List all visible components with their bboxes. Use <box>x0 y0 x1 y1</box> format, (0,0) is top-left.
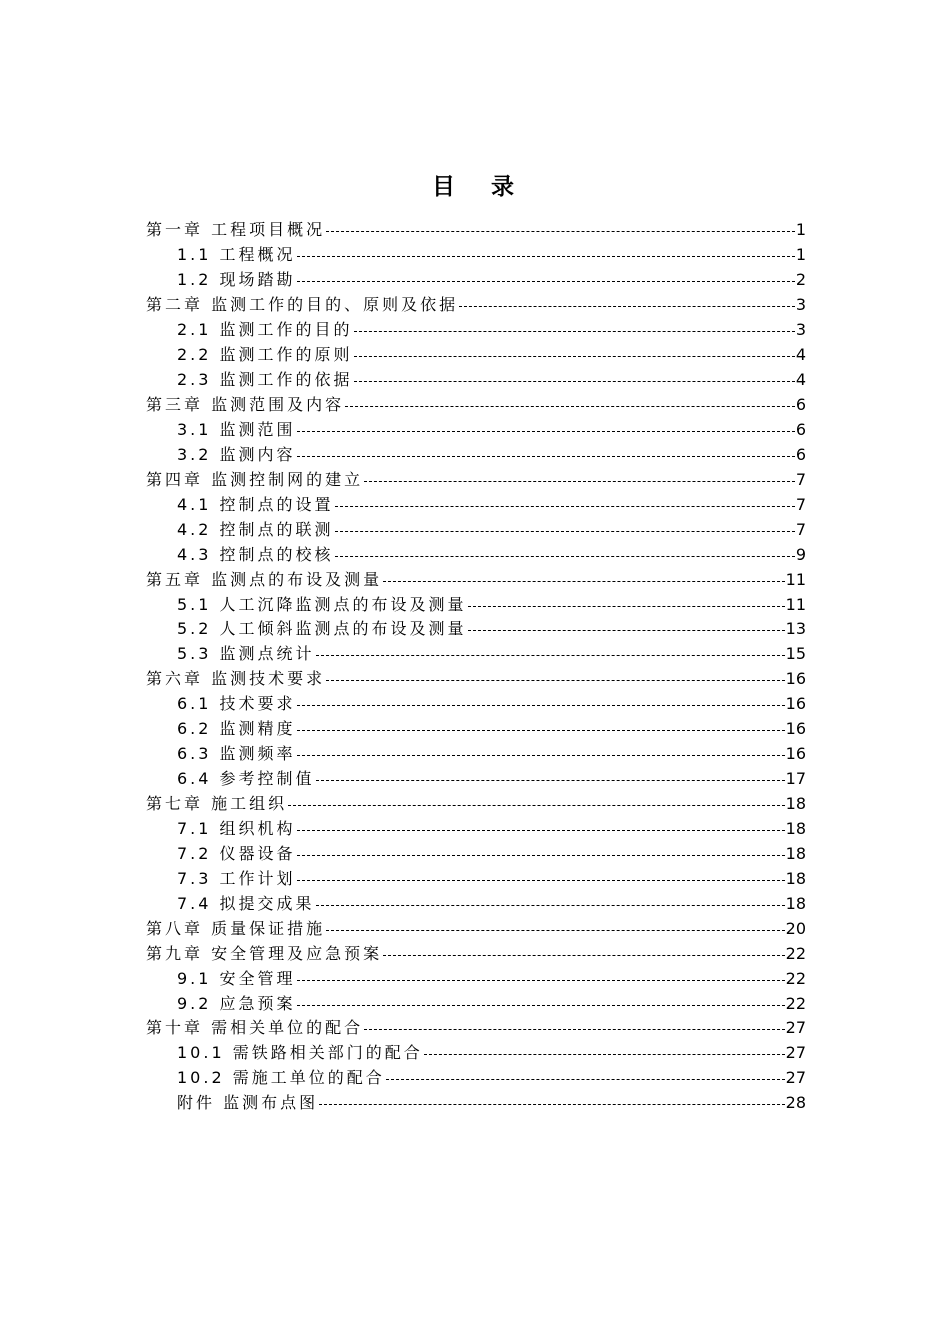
entry-page-number: 11 <box>785 594 806 614</box>
entry-title: 10.1 需铁路相关部门的配合 <box>177 1043 423 1063</box>
toc-section-entry <box>146 642 806 667</box>
entry-title: 4.3 控制点的校核 <box>177 544 334 564</box>
entry-title: 7.3 工作计划 <box>177 868 296 888</box>
toc-section-entry <box>146 318 806 343</box>
toc-section-entry <box>146 592 806 617</box>
toc-section-entry <box>146 442 806 467</box>
dot-leader <box>354 380 795 382</box>
dot-leader <box>297 280 795 282</box>
entry-title: 7.4 拟提交成果 <box>177 893 315 913</box>
toc-chapter-entry <box>146 218 806 243</box>
entry-page-number: 27 <box>785 1068 806 1088</box>
entry-page-number: 18 <box>785 843 806 863</box>
entry-title: 2.1 监测工作的目的 <box>177 320 353 340</box>
entry-page-number: 1 <box>795 245 806 265</box>
dot-leader <box>319 1103 785 1105</box>
dot-leader <box>335 555 795 557</box>
entry-page-number: 6 <box>795 419 806 439</box>
entry-page-number: 17 <box>785 769 806 789</box>
dot-leader <box>335 530 795 532</box>
entry-page-number: 18 <box>785 893 806 913</box>
toc-section-entry <box>146 268 806 293</box>
dot-leader <box>383 954 785 956</box>
dot-leader <box>468 629 785 631</box>
toc-section-entry <box>146 717 806 742</box>
entry-page-number: 22 <box>785 968 806 988</box>
entry-title: 第四章 监测控制网的建立 <box>146 469 364 489</box>
entry-page-number: 9 <box>795 544 806 564</box>
dot-leader <box>345 405 795 407</box>
dot-leader <box>354 330 795 332</box>
entry-page-number: 7 <box>795 494 806 514</box>
entry-title: 6.3 监测频率 <box>177 744 296 764</box>
dot-leader <box>297 455 795 457</box>
entry-page-number: 27 <box>785 1018 806 1038</box>
entry-title: 2.3 监测工作的依据 <box>177 370 353 390</box>
entry-title: 1.1 工程概况 <box>177 245 296 265</box>
toc-section-entry <box>146 742 806 767</box>
dot-leader <box>297 754 785 756</box>
entry-title: 4.2 控制点的联测 <box>177 519 334 539</box>
entry-title: 第二章 监测工作的目的、原则及依据 <box>146 295 459 315</box>
entry-page-number: 22 <box>785 993 806 1013</box>
dot-leader <box>383 580 785 582</box>
dot-leader <box>297 829 785 831</box>
toc-chapter-entry <box>146 467 806 492</box>
entry-page-number: 1 <box>795 220 806 240</box>
toc-list <box>146 218 806 1116</box>
entry-page-number: 4 <box>795 370 806 390</box>
entry-title: 第十章 需相关单位的配合 <box>146 1018 364 1038</box>
toc-section-entry <box>146 418 806 443</box>
entry-page-number: 16 <box>785 669 806 689</box>
entry-title: 6.4 参考控制值 <box>177 769 315 789</box>
entry-title: 第六章 监测技术要求 <box>146 669 326 689</box>
toc-section-entry <box>146 492 806 517</box>
entry-page-number: 7 <box>795 469 806 489</box>
entry-title: 5.2 人工倾斜监测点的布设及测量 <box>177 619 467 639</box>
entry-title: 1.2 现场踏勘 <box>177 270 296 290</box>
entry-page-number: 27 <box>785 1043 806 1063</box>
toc-title: 目 录 <box>431 174 528 200</box>
dot-leader <box>326 929 785 931</box>
entry-title: 9.2 应急预案 <box>177 993 296 1013</box>
dot-leader <box>468 605 785 607</box>
toc-section-entry <box>146 841 806 866</box>
entry-page-number: 13 <box>785 619 806 639</box>
dot-leader <box>316 904 785 906</box>
toc-section-entry <box>146 767 806 792</box>
toc-section-entry <box>146 343 806 368</box>
entry-title: 第八章 质量保证措施 <box>146 918 326 938</box>
dot-leader <box>354 355 795 357</box>
toc-section-entry <box>146 692 806 717</box>
entry-page-number: 2 <box>795 270 806 290</box>
entry-title: 5.1 人工沉降监测点的布设及测量 <box>177 594 467 614</box>
toc-section-entry <box>146 866 806 891</box>
entry-page-number: 16 <box>785 694 806 714</box>
entry-page-number: 18 <box>785 794 806 814</box>
toc-section-entry <box>146 991 806 1016</box>
entry-title: 第五章 监测点的布设及测量 <box>146 569 383 589</box>
dot-leader <box>297 879 785 881</box>
entry-title: 7.1 组织机构 <box>177 818 296 838</box>
toc-section-entry <box>146 368 806 393</box>
dot-leader <box>316 654 785 656</box>
entry-title: 附件 监测布点图 <box>177 1093 319 1113</box>
toc-section-entry <box>146 1066 806 1091</box>
dot-leader <box>297 430 795 432</box>
entry-page-number: 3 <box>795 320 806 340</box>
toc-section-entry <box>146 891 806 916</box>
entry-page-number: 4 <box>795 345 806 365</box>
entry-title: 7.2 仪器设备 <box>177 843 296 863</box>
entry-title: 第一章 工程项目概况 <box>146 220 326 240</box>
dot-leader <box>386 1078 785 1080</box>
toc-chapter-entry <box>146 667 806 692</box>
entry-title: 4.1 控制点的设置 <box>177 494 334 514</box>
dot-leader <box>326 230 795 232</box>
toc-section-entry <box>146 966 806 991</box>
entry-title: 3.2 监测内容 <box>177 444 296 464</box>
toc-chapter-entry <box>146 941 806 966</box>
entry-page-number: 20 <box>785 918 806 938</box>
entry-title: 第七章 施工组织 <box>146 794 288 814</box>
dot-leader <box>297 1004 785 1006</box>
toc-section-entry <box>146 243 806 268</box>
toc-section-entry <box>146 817 806 842</box>
entry-title: 6.1 技术要求 <box>177 694 296 714</box>
dot-leader <box>297 979 785 981</box>
entry-page-number: 28 <box>785 1093 806 1113</box>
dot-leader <box>316 779 785 781</box>
entry-page-number: 6 <box>795 444 806 464</box>
entry-page-number: 3 <box>795 295 806 315</box>
entry-page-number: 11 <box>785 569 806 589</box>
entry-page-number: 15 <box>785 644 806 664</box>
dot-leader <box>297 729 785 731</box>
toc-section-entry <box>146 517 806 542</box>
entry-page-number: 16 <box>785 744 806 764</box>
entry-title: 第三章 监测范围及内容 <box>146 395 345 415</box>
entry-title: 第九章 安全管理及应急预案 <box>146 943 383 963</box>
toc-section-entry <box>146 542 806 567</box>
toc-section-entry <box>146 1091 806 1116</box>
dot-leader <box>297 255 795 257</box>
entry-title: 3.1 监测范围 <box>177 419 296 439</box>
dot-leader <box>364 1028 785 1030</box>
toc-chapter-entry <box>146 567 806 592</box>
entry-page-number: 22 <box>785 943 806 963</box>
entry-title: 9.1 安全管理 <box>177 968 296 988</box>
toc-chapter-entry <box>146 792 806 817</box>
entry-title: 10.2 需施工单位的配合 <box>177 1068 385 1088</box>
toc-section-entry <box>146 1041 806 1066</box>
toc-section-entry <box>146 617 806 642</box>
dot-leader <box>297 704 785 706</box>
entry-page-number: 16 <box>785 719 806 739</box>
entry-page-number: 18 <box>785 868 806 888</box>
entry-title: 5.3 监测点统计 <box>177 644 315 664</box>
toc-chapter-entry <box>146 1016 806 1041</box>
dot-leader <box>326 679 785 681</box>
dot-leader <box>459 305 795 307</box>
toc-chapter-entry <box>146 916 806 941</box>
dot-leader <box>297 854 785 856</box>
entry-title: 2.2 监测工作的原则 <box>177 345 353 365</box>
dot-leader <box>288 804 785 806</box>
entry-page-number: 7 <box>795 519 806 539</box>
entry-page-number: 18 <box>785 818 806 838</box>
dot-leader <box>335 505 795 507</box>
entry-title: 6.2 监测精度 <box>177 719 296 739</box>
toc-chapter-entry <box>146 293 806 318</box>
toc-chapter-entry <box>146 393 806 418</box>
dot-leader <box>424 1053 785 1055</box>
entry-page-number: 6 <box>795 395 806 415</box>
dot-leader <box>364 480 795 482</box>
